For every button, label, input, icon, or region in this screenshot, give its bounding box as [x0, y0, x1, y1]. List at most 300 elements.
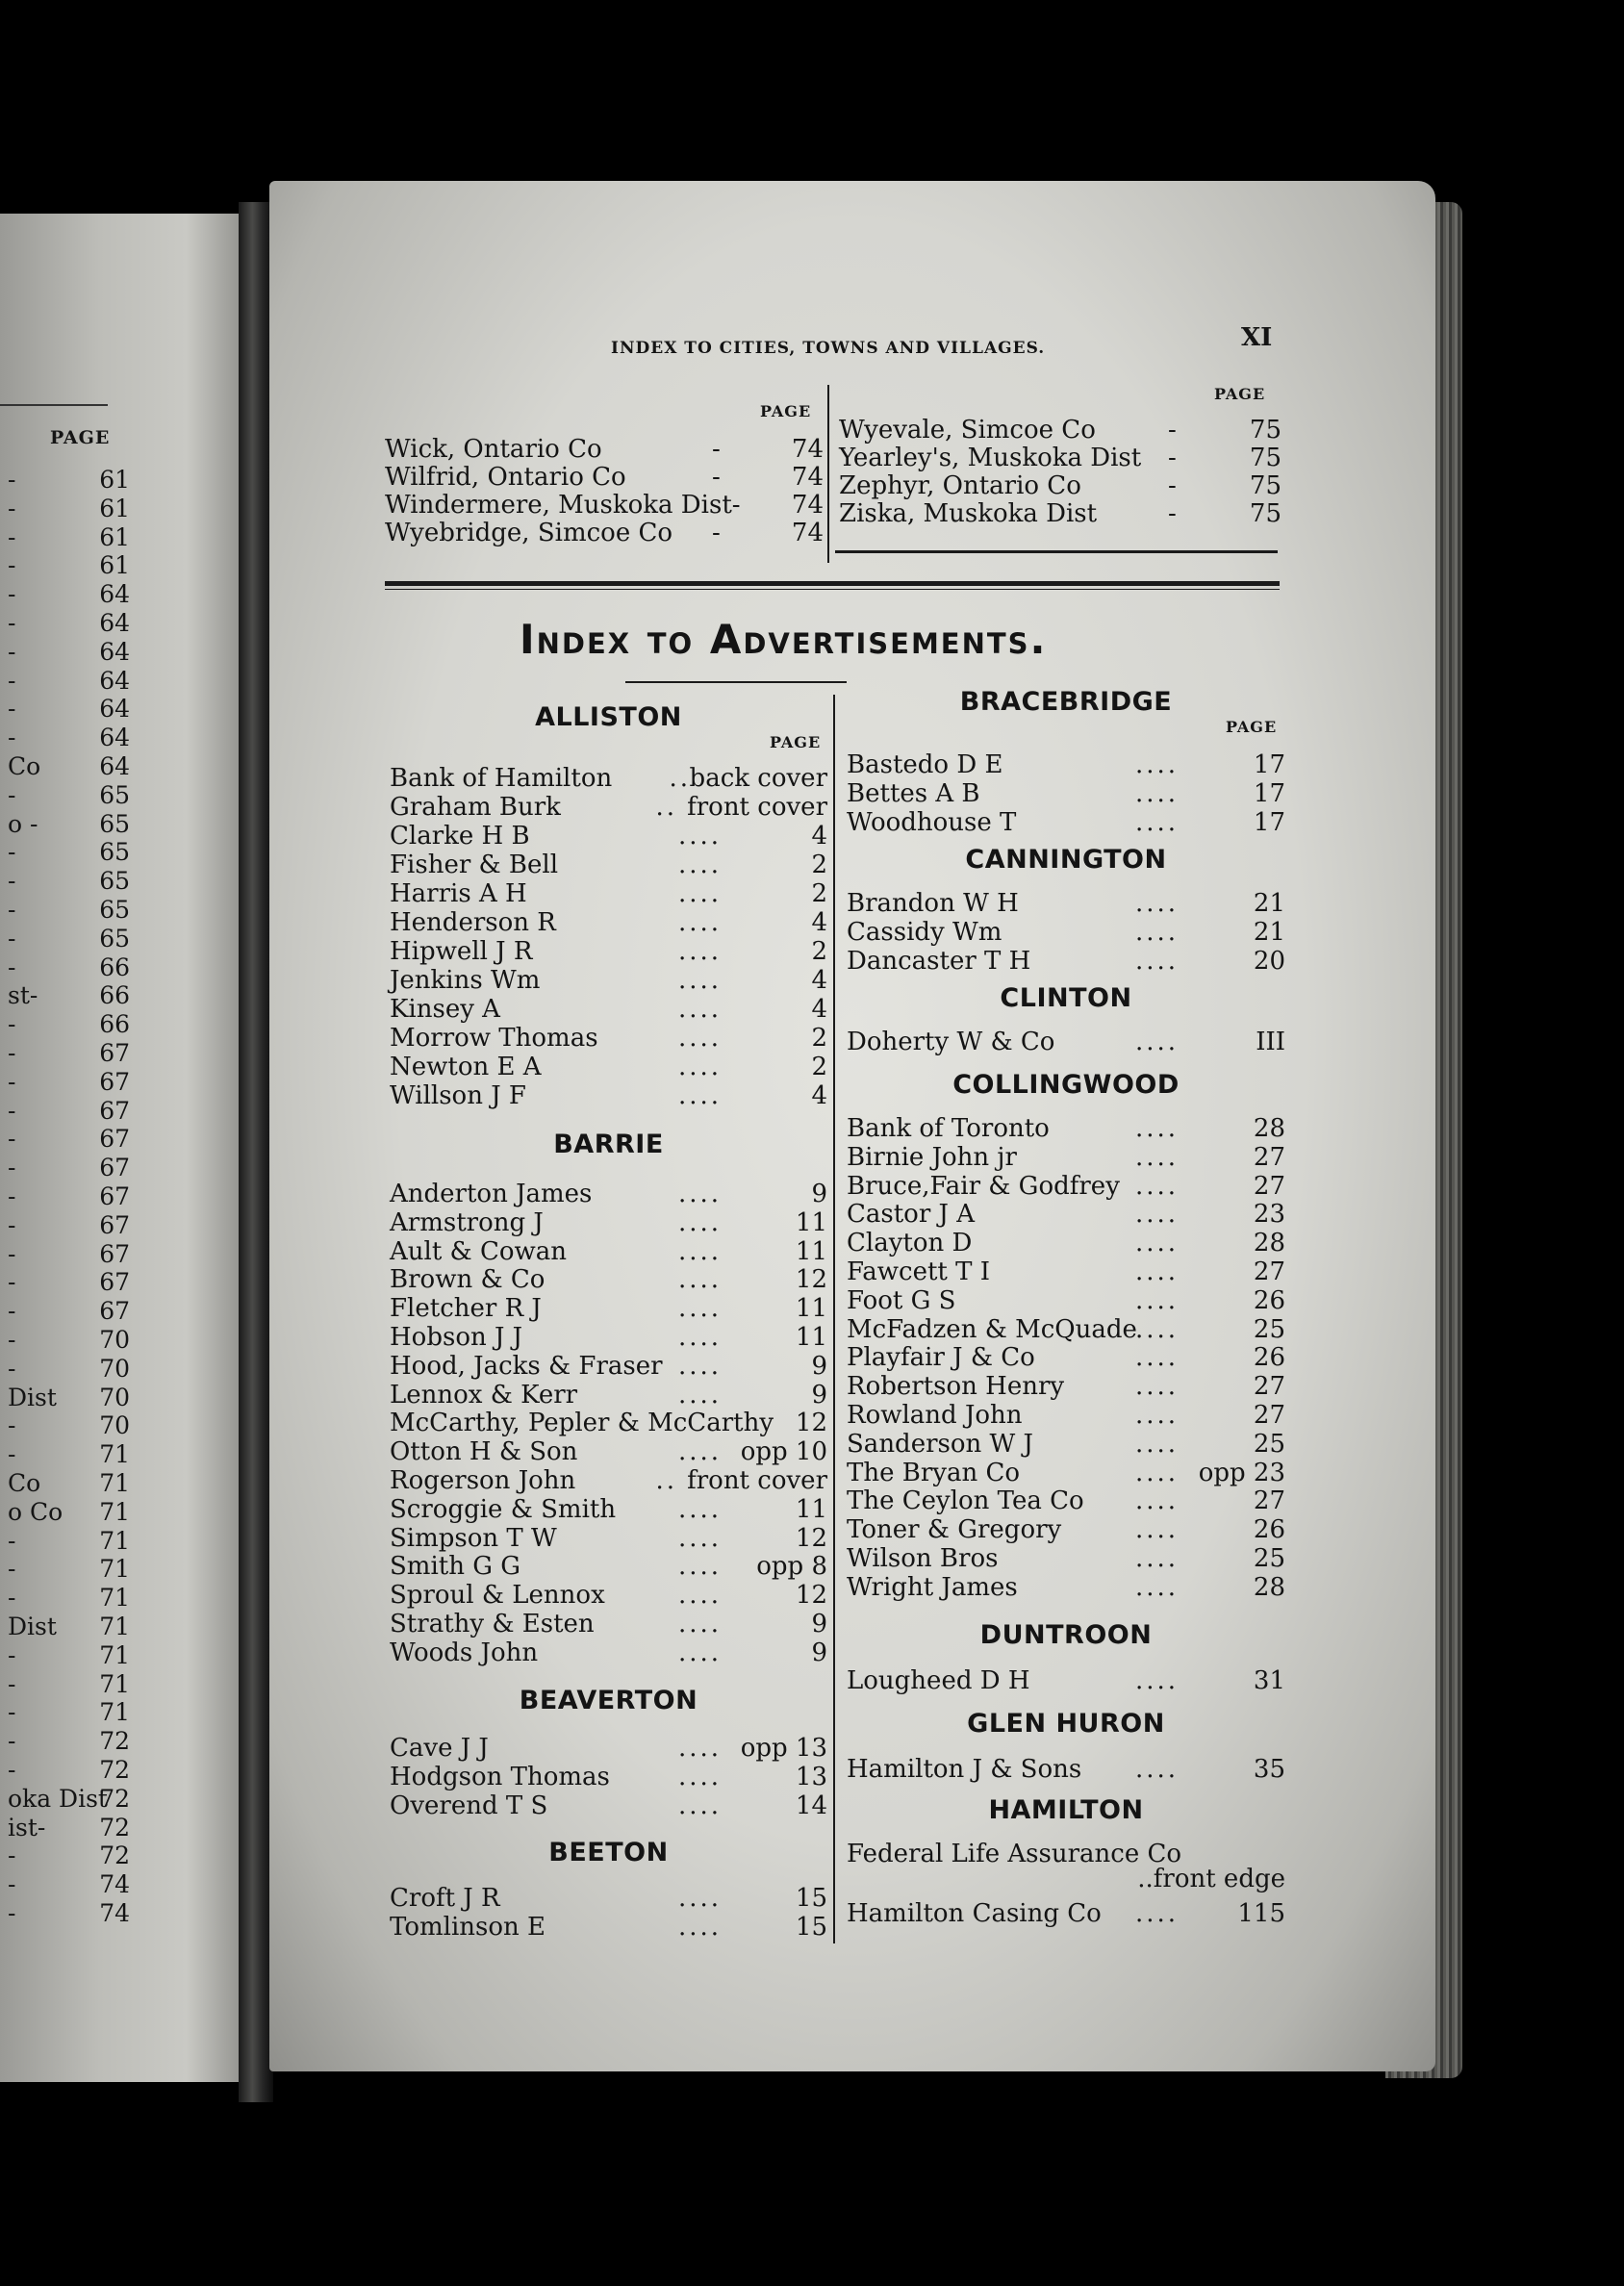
advertiser-page: 31: [1253, 1666, 1285, 1695]
advertiser-entry: [847, 808, 1285, 837]
left-page-entry-page: 70: [99, 1354, 130, 1383]
leader-dots: ....: [1135, 1372, 1180, 1402]
left-page-entry-fragment: Dist: [8, 1613, 57, 1640]
left-page-entry-page: 65: [99, 809, 130, 838]
leader-dots: ....: [1135, 1171, 1180, 1201]
leader-dots: ....: [1135, 889, 1180, 918]
town-entry: [839, 471, 1281, 500]
leader-dots: ....: [678, 1437, 723, 1467]
advertiser-page: 27: [1253, 1486, 1285, 1516]
advertiser-name: Bank of Hamilton: [390, 764, 613, 793]
town-name: Zephyr, Ontario Co: [839, 471, 1081, 500]
advertiser-name: Bank of Toronto: [847, 1114, 1050, 1143]
advertiser-page: 12: [795, 1265, 827, 1295]
leader-dots: ....: [1135, 1028, 1180, 1056]
town-name: Wick, Ontario Co: [385, 435, 602, 464]
advertiser-entry: [390, 1638, 827, 1667]
left-page-entry-page: 67: [99, 1239, 130, 1268]
advertiser-entry: [847, 1840, 1285, 1893]
left-page-entry-page: 67: [99, 1039, 130, 1067]
town-page: 75: [1249, 471, 1281, 500]
advertiser-name: Cave J J: [390, 1734, 489, 1763]
town-heading-alliston: ALLISTON: [535, 702, 682, 732]
advertiser-name: Tomlinson E: [390, 1913, 546, 1942]
left-page-entry-fragment: -: [8, 1268, 16, 1297]
advertiser-name: Cassidy Wm: [847, 918, 1002, 947]
left-page-entry-page: 71: [99, 1469, 130, 1497]
leader-dots: ....: [1135, 1314, 1180, 1344]
left-page-entry: [0, 1641, 130, 1670]
towns-column-divider: [827, 385, 829, 563]
advertiser-page: 12: [795, 1523, 827, 1553]
left-page-entry-fragment: -: [8, 1354, 16, 1383]
advertiser-entry: [847, 1257, 1285, 1286]
town-separator: -: [1168, 416, 1180, 444]
leader-dots: ....: [678, 966, 723, 995]
left-page-entry: [0, 523, 130, 552]
leader-dots: ....: [1135, 947, 1180, 976]
advertiser-page: 25: [1253, 1314, 1285, 1344]
left-page-entry: [0, 638, 130, 667]
left-page-entry-page: 64: [99, 752, 130, 780]
left-page-entry-fragment: -: [8, 1698, 16, 1727]
advertiser-name: Jenkins Wm: [390, 966, 541, 995]
leader-dots: ....: [1135, 1572, 1180, 1602]
advertiser-page: opp 8: [756, 1552, 827, 1582]
left-page-rule: [0, 404, 108, 406]
advertiser-name: Clarke H B: [390, 822, 530, 851]
leader-dots: ....: [678, 1180, 723, 1208]
advertiser-page: 17: [1253, 750, 1285, 779]
section-thin-rule: [385, 589, 1280, 590]
left-page-entry-fragment: -: [8, 838, 16, 867]
advertiser-name: Harris A H: [390, 879, 527, 908]
leader-dots: ....: [678, 1913, 723, 1942]
advertiser-name: Hodgson Thomas: [390, 1763, 610, 1791]
left-page-entry: [0, 1384, 130, 1412]
left-page-entry: [0, 1814, 130, 1842]
leader-dots: ....: [678, 851, 723, 879]
town-page: 75: [1249, 444, 1281, 472]
left-page-entry-fragment: -: [8, 466, 16, 494]
advertiser-entry: [390, 793, 827, 822]
town-heading-bracebridge: BRACEBRIDGE: [959, 687, 1173, 717]
advertiser-page: 17: [1253, 779, 1285, 808]
leader-dots: ..: [669, 764, 691, 793]
town-separator: -: [712, 435, 723, 464]
leader-dots: ....: [678, 1791, 723, 1820]
advertiser-page: back cover: [689, 764, 827, 793]
advertiser-name: Newton E A: [390, 1053, 542, 1081]
advertiser-entry: [847, 918, 1285, 947]
advertiser-name: Foot G S: [847, 1285, 956, 1315]
advertiser-entry: [390, 1237, 827, 1266]
leader-dots: ....: [1135, 1899, 1180, 1928]
advertiser-name: Castor J A: [847, 1200, 975, 1230]
town-page: 74: [791, 519, 824, 547]
left-page-entry-page: 67: [99, 1154, 130, 1182]
advertiser-entry: [390, 1524, 827, 1553]
advertiser-entry: [390, 1495, 827, 1524]
left-page-entry: [0, 867, 130, 896]
left-page-entry-fragment: -: [8, 637, 16, 666]
left-page-entry: [0, 1899, 130, 1928]
left-page-entry: [0, 609, 130, 638]
advertiser-entry: [847, 1343, 1285, 1372]
left-page-entry-page: 67: [99, 1210, 130, 1239]
left-page-entry-page: 70: [99, 1411, 130, 1440]
section-double-rule: [385, 581, 1280, 586]
town-page: 75: [1249, 416, 1281, 444]
left-page-entry: [0, 1584, 130, 1613]
left-page-entry: [0, 695, 130, 724]
advertiser-name: Hamilton J & Sons: [847, 1755, 1082, 1784]
leader-dots: ....: [678, 1081, 723, 1110]
left-page-entry-fragment: -: [8, 522, 16, 551]
town-heading-barrie: BARRIE: [553, 1130, 664, 1159]
left-page-entry: [0, 981, 130, 1010]
advertiser-page: 9: [811, 1610, 827, 1638]
left-page-entry-fragment: -: [8, 780, 16, 809]
advertiser-name: Ault & Cowan: [390, 1236, 568, 1266]
leader-dots: ....: [678, 1494, 723, 1524]
advertiser-page: 26: [1253, 1515, 1285, 1545]
advertiser-name: Bruce,Fair & Godfrey: [847, 1171, 1120, 1201]
left-page-entry-fragment: -: [8, 1039, 16, 1067]
advertiser-entry: [390, 966, 827, 995]
town-entry: [839, 499, 1281, 528]
advertiser-page-continued: ..front edge: [1137, 1865, 1285, 1893]
advertiser-entry: [847, 1544, 1285, 1573]
town-heading-duntroon: DUNTROON: [979, 1620, 1153, 1650]
advertiser-page: 4: [811, 995, 827, 1024]
left-page-entry-fragment: -: [8, 1125, 16, 1154]
advertiser-page: 4: [811, 822, 827, 851]
left-page-entry-fragment: -: [8, 1870, 16, 1899]
advertiser-page: 2: [811, 937, 827, 966]
left-page-entry-fragment: -: [8, 1182, 16, 1210]
left-page-entry-fragment: o -: [8, 809, 38, 838]
left-page-entry-fragment: ist-: [8, 1813, 46, 1842]
left-page-entry: [0, 1555, 130, 1584]
advertiser-entry: [390, 1581, 827, 1610]
advertiser-entry: [390, 879, 827, 908]
left-page-entry-fragment: -: [8, 896, 16, 924]
advertiser-page: 11: [795, 1207, 827, 1237]
left-page-entry: [0, 1154, 130, 1182]
advertiser-page: 4: [811, 1081, 827, 1110]
advertiser-entry: [390, 822, 827, 851]
left-page-column-heading: PAGE: [50, 427, 111, 448]
left-page-entry-page: 61: [99, 522, 130, 551]
left-page-entry-page: 70: [99, 1383, 130, 1411]
advertiser-name: Anderton James: [390, 1180, 593, 1208]
left-page-entry-fragment: -: [8, 1756, 16, 1784]
left-page-entry-fragment: -: [8, 924, 16, 952]
town-entry: [385, 519, 824, 547]
advertiser-name: Otton H & Son: [390, 1437, 578, 1467]
left-page-entry-page: 72: [99, 1813, 130, 1842]
left-page-fragment: [0, 214, 248, 2082]
advertiser-entry: [390, 1180, 827, 1208]
leader-dots: ..: [655, 793, 677, 822]
advertiser-page: 2: [811, 1024, 827, 1053]
advertiser-name: Graham Burk: [390, 793, 561, 822]
left-page-entry-fragment: Dist: [8, 1383, 57, 1411]
advertiser-entry: [390, 851, 827, 879]
advertiser-name: Henderson R: [390, 908, 556, 937]
advertiser-entry: [390, 937, 827, 966]
advertiser-page: 15: [795, 1913, 827, 1942]
left-page-entry: [0, 495, 130, 523]
advertiser-entry: [847, 1286, 1285, 1315]
title-underline: [625, 681, 847, 683]
left-page-entry: [0, 1727, 130, 1756]
advertiser-name: Armstrong J: [390, 1207, 544, 1237]
left-page-entry: [0, 580, 130, 609]
leader-dots: ....: [678, 995, 723, 1024]
left-page-entry-fragment: -: [8, 1640, 16, 1669]
town-heading-beeton: BEETON: [548, 1838, 669, 1867]
leader-dots: ....: [1135, 1142, 1180, 1172]
left-page-entry-fragment: -: [8, 1010, 16, 1039]
left-page-entry: [0, 838, 130, 867]
advertiser-entry: [390, 1381, 827, 1410]
left-page-entry-fragment: -: [8, 1297, 16, 1326]
left-page-entry-fragment: st-: [8, 981, 38, 1010]
leader-dots: ....: [678, 1207, 723, 1237]
advertiser-name: Wright James: [847, 1572, 1018, 1602]
advertiser-name: Rowland John: [847, 1401, 1023, 1430]
left-page-entry-page: 64: [99, 580, 130, 609]
advertiser-entry: [847, 1666, 1285, 1695]
advertiser-name: Fisher & Bell: [390, 851, 559, 879]
advertiser-name: Smith G G: [390, 1552, 521, 1582]
town-separator: -: [712, 519, 723, 547]
leader-dots: ....: [1135, 1257, 1180, 1286]
leader-dots: ....: [678, 1351, 723, 1381]
advertiser-entry: [847, 947, 1285, 976]
advertiser-name: Dancaster T H: [847, 947, 1031, 976]
advertiser-page: 2: [811, 851, 827, 879]
advertiser-page: 15: [795, 1884, 827, 1913]
left-page-entry-fragment: -: [8, 1067, 16, 1096]
advertiser-entry: [847, 1143, 1285, 1172]
left-page-entry-page: 71: [99, 1698, 130, 1727]
page-folio: XI: [1241, 323, 1273, 352]
left-page-entry-page: 64: [99, 695, 130, 724]
left-page-entry-page: 67: [99, 1182, 130, 1210]
left-page-entry: [0, 466, 130, 495]
advertiser-name: Rogerson John: [390, 1466, 576, 1495]
advertiser-name: Hood, Jacks & Fraser: [390, 1351, 663, 1381]
left-page-entry-page: 70: [99, 1326, 130, 1354]
advertiser-entry: [390, 1466, 827, 1495]
left-page-entry: [0, 1527, 130, 1556]
advertiser-page: opp 13: [740, 1734, 827, 1763]
leader-dots: ....: [678, 1236, 723, 1266]
left-page-entry-fragment: oka Dist: [8, 1784, 108, 1813]
leader-dots: ....: [678, 937, 723, 966]
advertiser-entry: [847, 750, 1285, 779]
advertiser-page: opp 23: [1198, 1458, 1285, 1487]
town-page: 75: [1249, 499, 1281, 528]
advertiser-page: 28: [1253, 1572, 1285, 1602]
advertiser-page: 26: [1253, 1285, 1285, 1315]
left-page-entry: [0, 1240, 130, 1269]
leader-dots: ....: [678, 1024, 723, 1053]
leader-dots: ....: [678, 1265, 723, 1295]
left-page-entry: [0, 551, 130, 580]
left-page-entry-page: 64: [99, 609, 130, 637]
left-page-entry: [0, 1182, 130, 1211]
advertiser-name: Birnie John jr: [847, 1142, 1017, 1172]
left-page-entry-fragment: Co: [8, 752, 41, 780]
advertiser-page: 11: [795, 1236, 827, 1266]
left-page-entry: [0, 1785, 130, 1814]
advertiser-entry: [390, 764, 827, 793]
advertiser-entry: [390, 1323, 827, 1352]
advertiser-page: 20: [1253, 947, 1285, 976]
left-page-entry-fragment: -: [8, 1210, 16, 1239]
town-heading-collingwood: COLLINGWOOD: [952, 1070, 1180, 1100]
town-page: 74: [791, 435, 824, 464]
advertiser-name: Bastedo D E: [847, 750, 1003, 779]
left-page-entry-fragment: -: [8, 695, 16, 724]
advertiser-entry: [390, 1610, 827, 1638]
left-page-entry-page: 71: [99, 1640, 130, 1669]
left-page-entry-fragment: -: [8, 1842, 16, 1870]
left-page-entry-page: 71: [99, 1584, 130, 1613]
ads-index-title: Index to Advertisements.: [520, 616, 1048, 663]
left-page-entry-fragment: -: [8, 1727, 16, 1756]
leader-dots: ....: [678, 1552, 723, 1582]
advertiser-name: Federal Life Assurance Co: [847, 1840, 1182, 1868]
advertiser-entry: [847, 1486, 1285, 1515]
left-page-entry-page: 61: [99, 494, 130, 522]
towns-left-page-heading: PAGE: [760, 402, 812, 420]
left-page-entry-fragment: -: [8, 1326, 16, 1354]
advertiser-name: Croft J R: [390, 1884, 500, 1913]
advertiser-entry: [390, 1763, 827, 1791]
towns-bottom-rule: [835, 550, 1278, 553]
advertiser-page: 13: [795, 1763, 827, 1791]
leader-dots: ....: [1135, 1755, 1180, 1784]
advertiser-entry: [847, 1459, 1285, 1487]
town-heading-clinton: CLINTON: [1000, 983, 1132, 1013]
advertiser-page: 23: [1253, 1200, 1285, 1230]
advertiser-name: Scroggie & Smith: [390, 1494, 617, 1524]
advertiser-page: 21: [1253, 918, 1285, 947]
advertiser-page: 9: [811, 1180, 827, 1208]
leader-dots: ....: [1135, 1429, 1180, 1459]
left-page-entry-page: 71: [99, 1555, 130, 1584]
ads-col2-page-heading: PAGE: [1226, 718, 1278, 736]
advertiser-page: 35: [1253, 1755, 1285, 1784]
left-page-entry-page: 72: [99, 1756, 130, 1784]
town-separator: -: [1168, 471, 1180, 500]
left-page-entry-fragment: -: [8, 1526, 16, 1555]
left-page-entry: [0, 953, 130, 982]
left-page-entry-fragment: -: [8, 551, 16, 580]
left-page-entry: [0, 1268, 130, 1297]
town-name: Windermere, Muskoka Dist-: [385, 491, 741, 520]
leader-dots: ....: [678, 1581, 723, 1611]
left-page-entry-fragment: -: [8, 1411, 16, 1440]
left-page-entry-page: 65: [99, 838, 130, 867]
advertiser-entry: [390, 1437, 827, 1466]
town-name: Wyebridge, Simcoe Co: [385, 519, 673, 547]
left-page-entry-page: 71: [99, 1497, 130, 1526]
leader-dots: ....: [678, 908, 723, 937]
advertiser-page: 28: [1253, 1114, 1285, 1143]
leader-dots: ....: [1135, 1458, 1180, 1487]
advertiser-name: McCarthy, Pepler & McCarthy: [390, 1409, 774, 1438]
left-page-entry-fragment: -: [8, 1239, 16, 1268]
left-page-entry-page: 71: [99, 1440, 130, 1469]
leader-dots: ....: [1135, 1486, 1180, 1516]
advertiser-entry: [390, 1294, 827, 1323]
left-page-entry-page: 67: [99, 1268, 130, 1297]
advertiser-entry: [847, 1430, 1285, 1459]
advertiser-page: 21: [1253, 889, 1285, 918]
running-head: INDEX TO CITIES, TOWNS AND VILLAGES.: [611, 339, 1046, 358]
leader-dots: ....: [1135, 918, 1180, 947]
leader-dots: ....: [1135, 1200, 1180, 1230]
advertiser-page: 27: [1253, 1257, 1285, 1286]
left-page-entry-page: 74: [99, 1870, 130, 1899]
left-page-entry: [0, 724, 130, 752]
leader-dots: ....: [678, 822, 723, 851]
left-page-entry-page: 67: [99, 1297, 130, 1326]
advertiser-page: opp 10: [740, 1437, 827, 1467]
book-gutter: [239, 202, 273, 2102]
advertiser-name: Sproul & Lennox: [390, 1581, 605, 1611]
advertiser-page: 12: [795, 1581, 827, 1611]
left-page-entry-fragment: Co: [8, 1469, 41, 1497]
advertiser-page: 25: [1253, 1429, 1285, 1459]
leader-dots: ....: [1135, 1666, 1180, 1695]
left-page-entry-fragment: -: [8, 952, 16, 981]
advertiser-page: III: [1256, 1028, 1285, 1056]
leader-dots: ....: [1135, 808, 1180, 837]
advertiser-page: 115: [1237, 1899, 1285, 1928]
town-separator: -: [1168, 444, 1180, 472]
left-page-entry-fragment: -: [8, 1584, 16, 1613]
advertiser-entry: [390, 1208, 827, 1237]
town-heading-beaverton: BEAVERTON: [519, 1686, 698, 1715]
left-page-entry: [0, 925, 130, 953]
town-separator: -: [1168, 499, 1180, 528]
left-page-entry: [0, 1355, 130, 1384]
left-page-entry-page: 72: [99, 1727, 130, 1756]
left-page-entry-page: 65: [99, 924, 130, 952]
left-page-entry-fragment: -: [8, 1154, 16, 1182]
advertiser-name: Clayton D: [847, 1229, 973, 1258]
town-name: Yearley's, Muskoka Dist: [839, 444, 1142, 472]
left-page-entry: [0, 1326, 130, 1355]
advertiser-page: 17: [1253, 808, 1285, 837]
left-page-entry: [0, 1870, 130, 1899]
leader-dots: ....: [678, 1763, 723, 1791]
advertiser-name: Brandon W H: [847, 889, 1019, 918]
left-page-entry: [0, 781, 130, 810]
left-page-entry-fragment: -: [8, 724, 16, 752]
left-page-entry-fragment: -: [8, 1440, 16, 1469]
left-page-entry: [0, 1211, 130, 1240]
left-page-entry-page: 65: [99, 867, 130, 896]
advertiser-entry: [390, 1734, 827, 1763]
